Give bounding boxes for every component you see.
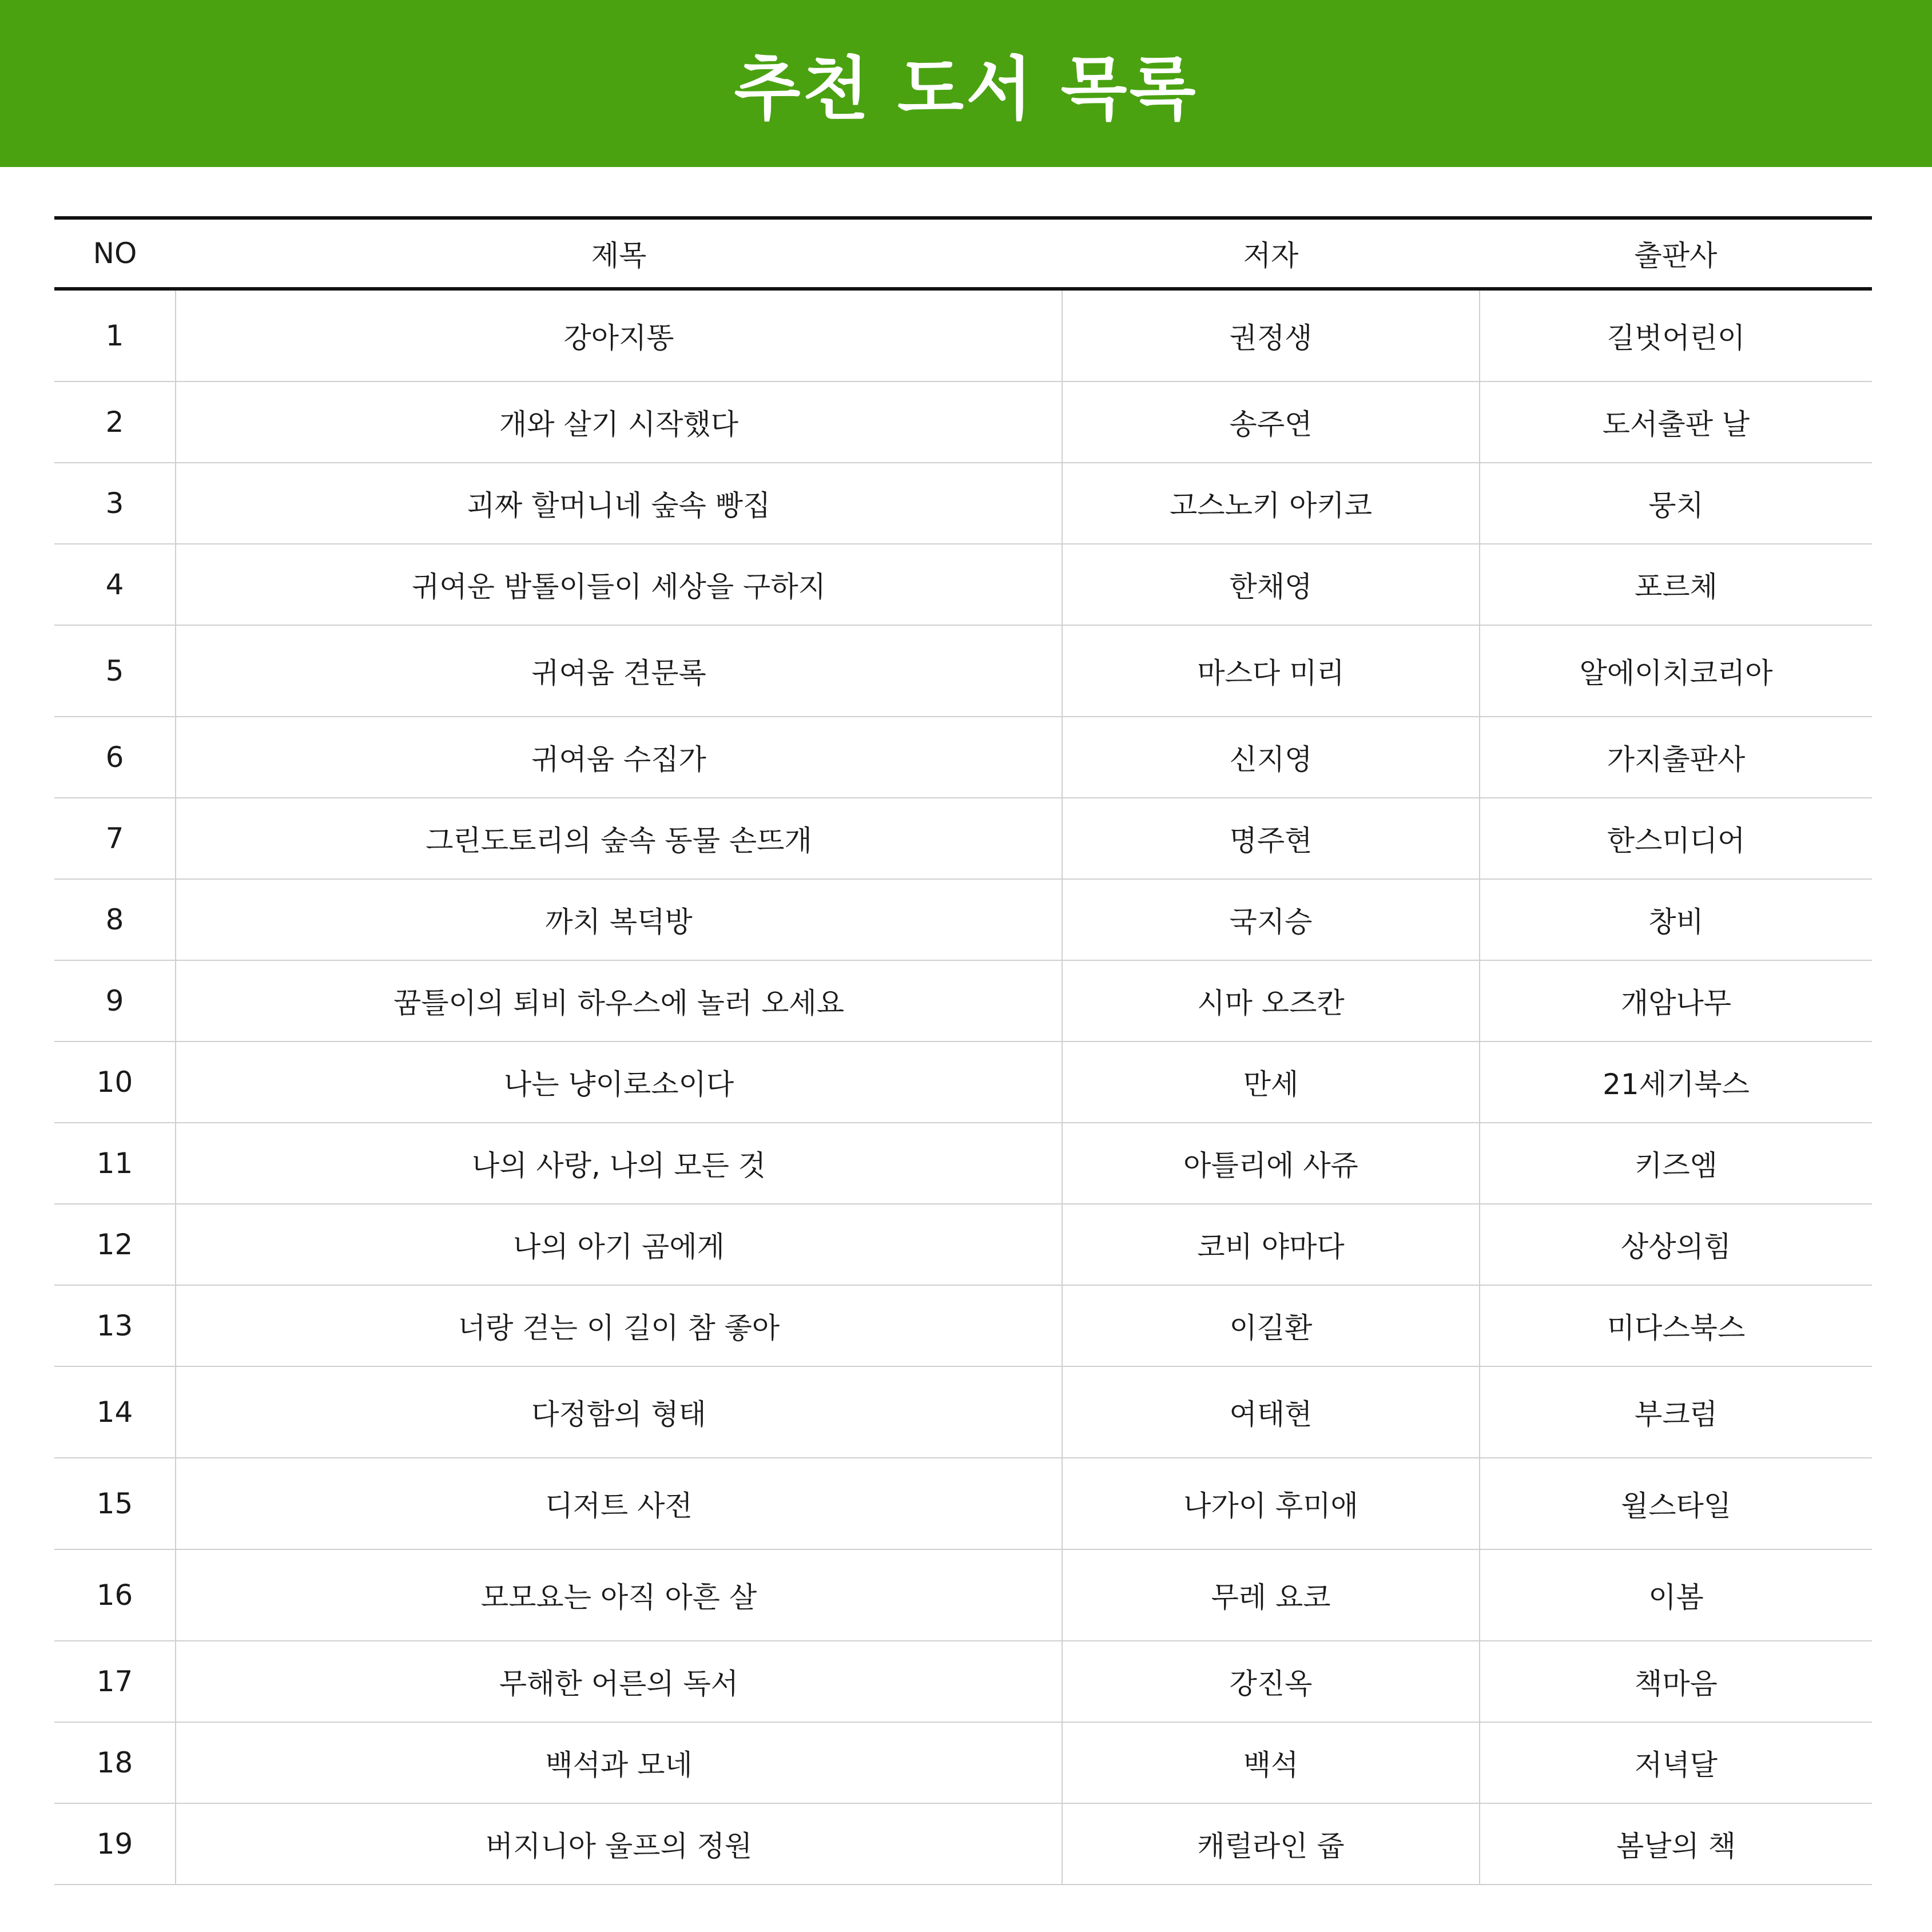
cell-title: 그린도토리의 숲속 동물 손뜨개 [176,798,1062,879]
cell-no: 11 [54,1123,176,1204]
cell-publisher: 21세기북스 [1480,1041,1872,1123]
table-header [54,218,1872,289]
cell-publisher: 뭉치 [1480,463,1872,544]
column-header-author: 저자 [1062,218,1480,289]
cell-author: 강진옥 [1062,1641,1480,1722]
table-row [54,1458,1872,1549]
table-row [54,879,1872,960]
cell-no: 10 [54,1041,176,1123]
table-row [54,1641,1872,1722]
cell-publisher: 책마음 [1480,1641,1872,1722]
cell-publisher: 도서출판 날 [1480,381,1872,463]
cell-author: 명주현 [1062,798,1480,879]
cell-publisher: 이봄 [1480,1549,1872,1641]
cell-no: 9 [54,960,176,1041]
cell-no: 2 [54,381,176,463]
cell-no: 4 [54,544,176,625]
cell-author: 송주연 [1062,381,1480,463]
cell-title: 나의 아기 곰에게 [176,1204,1062,1285]
cell-title: 디저트 사전 [176,1458,1062,1549]
table-row [54,544,1872,625]
table-row [54,1722,1872,1803]
cell-no: 6 [54,717,176,798]
cell-publisher: 창비 [1480,879,1872,960]
column-header-no: NO [54,218,176,289]
cell-no: 18 [54,1722,176,1803]
cell-author: 마스다 미리 [1062,625,1480,717]
cell-author: 코비 야마다 [1062,1204,1480,1285]
cell-author: 여태현 [1062,1366,1480,1458]
cell-no: 13 [54,1285,176,1366]
cell-author: 백석 [1062,1722,1480,1803]
cell-no: 5 [54,625,176,717]
cell-no: 19 [54,1803,176,1885]
cell-author: 이길환 [1062,1285,1480,1366]
cell-title: 너랑 걷는 이 길이 참 좋아 [176,1285,1062,1366]
cell-title: 귀여움 견문록 [176,625,1062,717]
cell-author: 한채영 [1062,544,1480,625]
table-row [54,960,1872,1041]
cell-publisher: 윌스타일 [1480,1458,1872,1549]
cell-no: 1 [54,289,176,381]
table-row [54,463,1872,544]
table-row [54,1204,1872,1285]
cell-title: 귀여움 수집가 [176,717,1062,798]
cell-author: 신지영 [1062,717,1480,798]
cell-publisher: 한스미디어 [1480,798,1872,879]
table-row [54,1803,1872,1885]
cell-title: 꿈틀이의 퇴비 하우스에 놀러 오세요 [176,960,1062,1041]
cell-title: 까치 복덕방 [176,879,1062,960]
column-header-publisher: 출판사 [1480,218,1872,289]
cell-no: 7 [54,798,176,879]
table-row [54,289,1872,381]
cell-author: 고스노키 아키코 [1062,463,1480,544]
cell-publisher: 봄날의 책 [1480,1803,1872,1885]
cell-title: 괴짜 할머니네 숲속 빵집 [176,463,1062,544]
cell-author: 국지승 [1062,879,1480,960]
cell-author: 아틀리에 사쥬 [1062,1123,1480,1204]
table-row [54,717,1872,798]
table-row [54,381,1872,463]
table-row [54,798,1872,879]
cell-author: 무레 요코 [1062,1549,1480,1641]
table-row [54,625,1872,717]
header-row [54,218,1872,289]
cell-no: 15 [54,1458,176,1549]
cell-publisher: 가지출판사 [1480,717,1872,798]
book-table [54,216,1872,1885]
cell-author: 시마 오즈칸 [1062,960,1480,1041]
cell-author: 나가이 후미애 [1062,1458,1480,1549]
cell-title: 귀여운 밤톨이들이 세상을 구하지 [176,544,1062,625]
cell-author: 권정생 [1062,289,1480,381]
cell-title: 모모요는 아직 아흔 살 [176,1549,1062,1641]
cell-publisher: 길벗어린이 [1480,289,1872,381]
cell-title: 버지니아 울프의 정원 [176,1803,1062,1885]
cell-publisher: 부크럼 [1480,1366,1872,1458]
cell-publisher: 키즈엠 [1480,1123,1872,1204]
table-body [54,289,1872,1885]
cell-author: 캐럴라인 줍 [1062,1803,1480,1885]
cell-title: 나의 사랑, 나의 모든 것 [176,1123,1062,1204]
cell-publisher: 개암나무 [1480,960,1872,1041]
table-row [54,1285,1872,1366]
cell-no: 3 [54,463,176,544]
cell-no: 12 [54,1204,176,1285]
cell-publisher: 알에이치코리아 [1480,625,1872,717]
table-row [54,1366,1872,1458]
table-row [54,1549,1872,1641]
cell-title: 나는 냥이로소이다 [176,1041,1062,1123]
cell-title: 강아지똥 [176,289,1062,381]
cell-publisher: 상상의힘 [1480,1204,1872,1285]
cell-no: 8 [54,879,176,960]
cell-publisher: 저녁달 [1480,1722,1872,1803]
cell-title: 백석과 모네 [176,1722,1062,1803]
cell-no: 17 [54,1641,176,1722]
cell-no: 14 [54,1366,176,1458]
table-row [54,1041,1872,1123]
cell-author: 만세 [1062,1041,1480,1123]
table-row [54,1123,1872,1204]
cell-title: 무해한 어른의 독서 [176,1641,1062,1722]
column-header-title: 제목 [176,218,1062,289]
cell-no: 16 [54,1549,176,1641]
page-header [0,0,1932,167]
cell-title: 다정함의 형태 [176,1366,1062,1458]
cell-publisher: 포르체 [1480,544,1872,625]
cell-title: 개와 살기 시작했다 [176,381,1062,463]
page-title: 추천 도서 목록 [734,50,1198,129]
cell-publisher: 미다스북스 [1480,1285,1872,1366]
